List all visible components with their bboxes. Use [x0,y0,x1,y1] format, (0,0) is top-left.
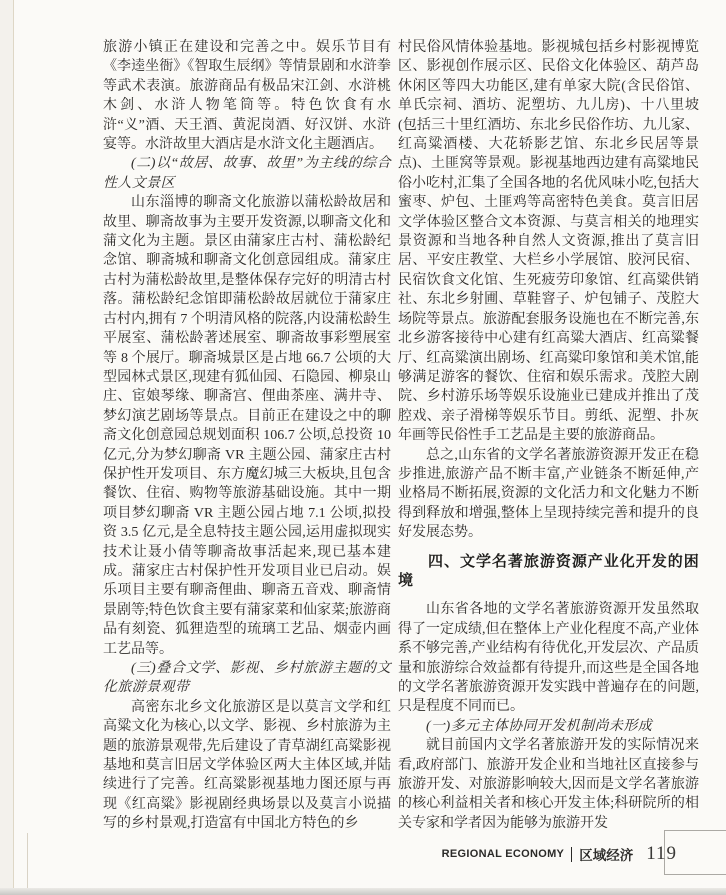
scan-bottom-shadow [0,888,726,895]
section-heading-4: 四、文学名著旅游资源产业化开发的困境 [398,552,699,589]
right-text-column [398,38,699,833]
paragraph: 山东淄博的聊斋文化旅游以蒲松龄故居和故里、聊斋故事为主要开发资源,以聊斋文化和蒲文化为主题。景区由蒲家庄古村、蒲松龄纪念馆、聊斋城和聊斋文化创意园组成。蒲家庄古村为蒲松龄故里,是整体保存完好的明清古村落。蒲松龄纪念馆即蒲松龄故居就位于蒲家庄古村内,拥有 7 个明清风格的院落,内设蒲松龄生平展室、蒲松龄著述展室、聊斋故事彩塑展室等 8 个展厅。聊斋城景区是占地 66.7 公顷的大型园林式景区,现建有狐仙园、石隐园、柳泉山庄、宦娘琴缘、聊斋宫、俚曲茶座、满井寺、梦幻演艺剧场等景点。目前正在建设之中的聊斋文化创意园总规划面积 106.7 公顷,总投资 10 亿元,分为梦幻聊斋 VR 主题公园、蒲家庄古村保护性开发项目、东方魔幻城三大板块,且包含餐饮、住宿、购物等旅游基础设施。其中一期项目梦幻聊斋 VR 主题公园占地 7.1 公顷,拟投资 3.5 亿元,是全息特技主题公园,运用虚拟现实技术让聂小倩等聊斋故事活起来,现已基本建成。蒲家庄古村保护性开发项目业已启动。娱乐项目主要有聊斋俚曲、聊斋五音戏、聊斋情景剧等;特色饮食主要有蒲家菜和仙家菜;旅游商品有刻瓷、狐狸造型的琉璃工艺品、烟壶内画工艺品等。 [103,195,391,657]
scan-crease-line [27,833,28,895]
subsection-heading-2: (二)以“故居、故事、故里”为主线的综合性人文景区 [103,156,391,191]
page-number: 119 [646,843,677,864]
subsection-heading-1: (一)多元主体协同开发机制尚未形成 [426,718,653,734]
paragraph: 就目前国内文学名著旅游开发的实际情况来看,政府部门、旅游开发企业和当地社区直接参与旅游开发、对旅游影响较大,因而是文学名著旅游的核心利益相关者和核心开发主体;科研院所的相关专家和学者因为能够为旅游开发 [398,738,699,831]
journal-section-cn: 区域经济 [579,848,634,863]
paragraph-continuation: 村民俗风情体验基地。影视城包括乡村影视博览区、影视创作展示区、民俗文化体验区、葫芦岛休闲区等四大功能区,建有单家大院(含民俗馆、单氏宗祠、酒坊、泥塑坊、九儿房)、十八里坡(包括三十里红酒坊、东北乡民俗作坊、九儿家、红高粱酒楼、大花轿影艺馆、东北乡民居等景点)、土匪窝等景观。影视基地西边建有高粱地民俗小吃村,汇集了全国各地的名优风味小吃,包括大蜜枣、炉包、土匪鸡等高密特色美食。莫言旧居文学体验区整合文本资源、与莫言相关的地理实景资源和当地各种自然人文资源,推出了莫言旧居、平安庄教堂、大栏乡小学展馆、胶河民宿、民宿饮食文化馆、生死疲劳印象馆、红高粱供销社、东北乡射圃、草鞋窨子、炉包铺子、茂腔大场院等景点。旅游配套服务设施也在不断完善,东北乡游客接待中心建有红高粱大酒店、红高粱餐厅、红高粱演出剧场、红高粱印象馆和美术馆,能够满足游客的餐饮、住宿和娱乐需求。茂腔大剧院、乡村游乐场等娱乐设施业已建成并推出了茂腔戏、亲子滑梯等娱乐节目。剪纸、泥塑、扑灰年画等民俗性手工艺品是主要的旅游商品。 [398,40,699,444]
paragraph: 高密东北乡文化旅游区是以莫言文学和红高粱文化为核心,以文学、影视、乡村旅游为主题的旅游景观带,先后建设了青草湖红高粱影视基地和莫言旧居文学体验区两大主体区域,并陆续进行了完善。红高粱影视基地力图还原与再现《红高粱》影视剧经典场景以及莫言小说描写的乡村景观,打造富有中国北方特色的乡 [103,699,391,832]
paragraph: 山东省各地的文学名著旅游资源开发虽然取得了一定成绩,但在整体上产业化程度不高,产业体系不够完善,产业结构有待优化,开发层次、产品质量和旅游综合效益都有待提升,而这些是全国各地的文学名著旅游资源开发实践中普遍存在的问题,只是程度不同而已。 [398,602,699,715]
left-text-column [103,38,391,834]
footer-divider [571,847,572,862]
subsection-heading-3: (三)叠合文学、影视、乡村旅游主题的文化旅游景观带 [103,661,391,696]
paragraph-continuation: 旅游小镇正在建设和完善之中。娱乐节目有《李逵坐衙》《智取生辰纲》等情景剧和水浒拳等武术表演。旅游商品有极品宋江剑、水浒桃木剑、水浒人物笔筒等。特色饮食有水浒“义”酒、天王酒、黄泥岗酒、好汉饼、水浒宴等。水浒故里大酒店是水浒文化主题酒店。 [103,40,391,153]
scan-left-margin [0,0,13,895]
paragraph-summary: 总之,山东省的文学名著旅游资源开发正在稳步推进,旅游产品不断丰富,产业链条不断延伸,产业格局不断拓展,资源的文化活力和文化魅力不断得到释放和增强,整体上呈现持续完善和提升的良好发展态势。 [398,447,699,541]
page-footer [442,843,677,865]
scan-edge-line [13,0,14,895]
journal-name-en: REGIONAL ECONOMY [441,848,565,860]
